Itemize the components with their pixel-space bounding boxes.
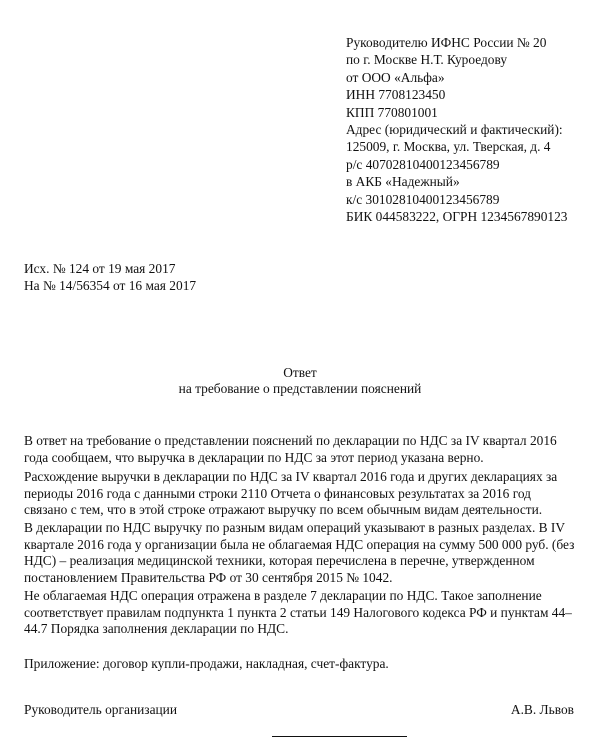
incoming-number: На № 14/56354 от 16 мая 2017 xyxy=(24,278,197,293)
addressee-block xyxy=(346,34,586,225)
body-paragraph-3: В декларации по НДС выручку по разным видам операций указывают в разных разделах. В IV квартале 2016 года у организации была не облагаемая НДС операция на сумму 500 000 руб. (без НДС) – реализация медицинской техники, которая перечислена в перечне, утвержденном постановлением Правительства РФ от 30 сентября 2015 № 1042. xyxy=(24,520,575,585)
document-subtitle: на требование о представлении пояснений xyxy=(178,381,422,396)
signatory-position: Руководитель организации xyxy=(24,702,178,717)
addressee-address: 125009, г. Москва, ул. Тверская, д. 4 xyxy=(346,139,551,155)
addressee-account: р/с 40702810400123456789 xyxy=(346,156,500,172)
outgoing-references xyxy=(24,260,196,294)
addressee-address-label: Адрес (юридический и фактический): xyxy=(346,122,563,138)
bottom-divider xyxy=(272,736,407,737)
addressee-bik-ogrn: БИК 044583222, ОГРН 1234567890123 xyxy=(346,209,568,225)
addressee-corr-account: к/с 30102810400123456789 xyxy=(346,191,500,207)
body-paragraph-4: Не облагаемая НДС операция отражена в разделе 7 декларации по НДС. Такое заполнение соответствует правилам подпункта 1 пункта 2 статьи 149 Налогового кодекса РФ и пунктам 44–44.7 Порядка заполнения декларации по НДС. xyxy=(24,588,572,636)
outgoing-number: Исх. № 124 от 19 мая 2017 xyxy=(24,261,176,276)
body-paragraph-2: Расхождение выручки в декларации по НДС за IV квартал 2016 года и других декларациях за периоды 2016 года с данными строки 2110 Отчета о финансовых результатах за 2016 год связано с тем, что в этой строке отражают выручку по всем обычным видам деятельности. xyxy=(24,469,558,517)
addressee-recipient: Руководителю ИФНС России № 20 xyxy=(346,35,547,50)
addressee-kpp: КПП 770801001 xyxy=(346,104,438,120)
attachment-note: Приложение: договор купли-продажи, накладная, счет-фактура. xyxy=(24,656,389,671)
addressee-bank: в АКБ «Надежный» xyxy=(346,174,460,190)
addressee-recipient-name: по г. Москве Н.Т. Куроедову xyxy=(346,52,508,68)
addressee-inn: ИНН 7708123450 xyxy=(346,87,446,103)
document-title: Ответ xyxy=(283,365,317,380)
addressee-sender: от ООО «Альфа» xyxy=(346,69,445,85)
signatory-name: А.В. Львов xyxy=(510,702,574,717)
body-paragraph-1: В ответ на требование о представлении пояснений по декларации по НДС за IV квартал 2016 года сообщаем, что выручка в декларации по НДС за этот период указана верно. xyxy=(24,433,557,465)
